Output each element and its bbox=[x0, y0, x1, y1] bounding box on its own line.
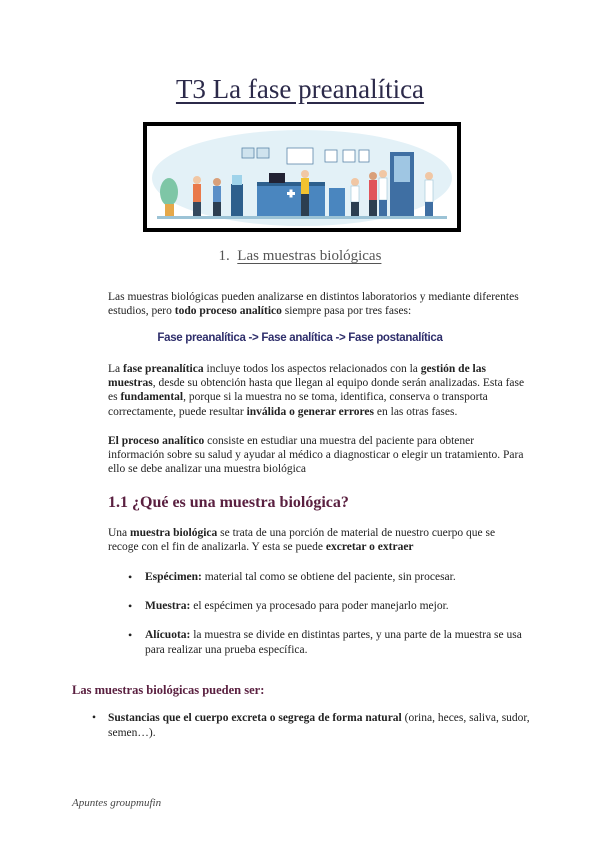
sample-definition-paragraph: Una muestra biológica se trata de una porción de material de nuestro cuerpo que se recoge con el fin de analizarla. Y esta se puede excretar o extraer bbox=[108, 527, 496, 554]
page-title: T3 La fase preanalítica bbox=[175, 74, 425, 104]
hospital-reception-illustration bbox=[143, 122, 461, 232]
list-item: • Muestra: el espécimen ya procesado para poder manejarlo mejor. bbox=[128, 599, 528, 614]
preanalytic-paragraph: La fase preanalítica incluye todos los aspectos relacionados con la gestión de las muestras, desde su obtención hasta que llegan al equipo donde serán analizadas. Esta fase es fundamental, porque si la muestra no se toma, identifica, conserva o transporta correctamente, puede resultar inválida o generar errores en las otras fases. bbox=[108, 363, 525, 418]
definitions-list bbox=[128, 599, 528, 614]
list-item: • Espécimen: material tal como se obtiene del paciente, sin procesar. bbox=[128, 570, 528, 585]
section-heading-1-1: 1.1 ¿Qué es una muestra biológica? bbox=[108, 494, 349, 511]
types-heading: Las muestras biológicas pueden ser: bbox=[72, 683, 265, 697]
definitions-list bbox=[128, 628, 528, 657]
section-number: 1. bbox=[218, 248, 230, 264]
footer-text: Apuntes groupmufin bbox=[72, 797, 162, 809]
section-heading-1 bbox=[0, 248, 600, 265]
intro-paragraph: Las muestras biológicas pueden analizarse en distintos laboratorios y mediante diferentes estudios, pero todo proceso analítico siempre pasa por tres fases: bbox=[108, 291, 519, 318]
list-item: • Alícuota: la muestra se divide en distintas partes, y una parte de la muestra se usa para realizar una prueba específica. bbox=[128, 628, 528, 657]
analytic-paragraph: El proceso analítico consiste en estudiar una muestra del paciente para obtener información sobre su salud y ayudar al médico a diagnosticar o elegir un tratamiento. Para ello se debe analizar una muestra biológica bbox=[108, 435, 524, 476]
section-label: Las muestras biológicas bbox=[237, 248, 382, 264]
definitions-list bbox=[128, 570, 528, 585]
types-list bbox=[92, 711, 532, 741]
phases-line: Fase preanalítica -> Fase analítica -> Fase postanalítica bbox=[157, 332, 443, 344]
list-item: • Sustancias que el cuerpo excreta o segrega de forma natural (orina, heces, saliva, sudor, semen…). bbox=[92, 711, 532, 741]
